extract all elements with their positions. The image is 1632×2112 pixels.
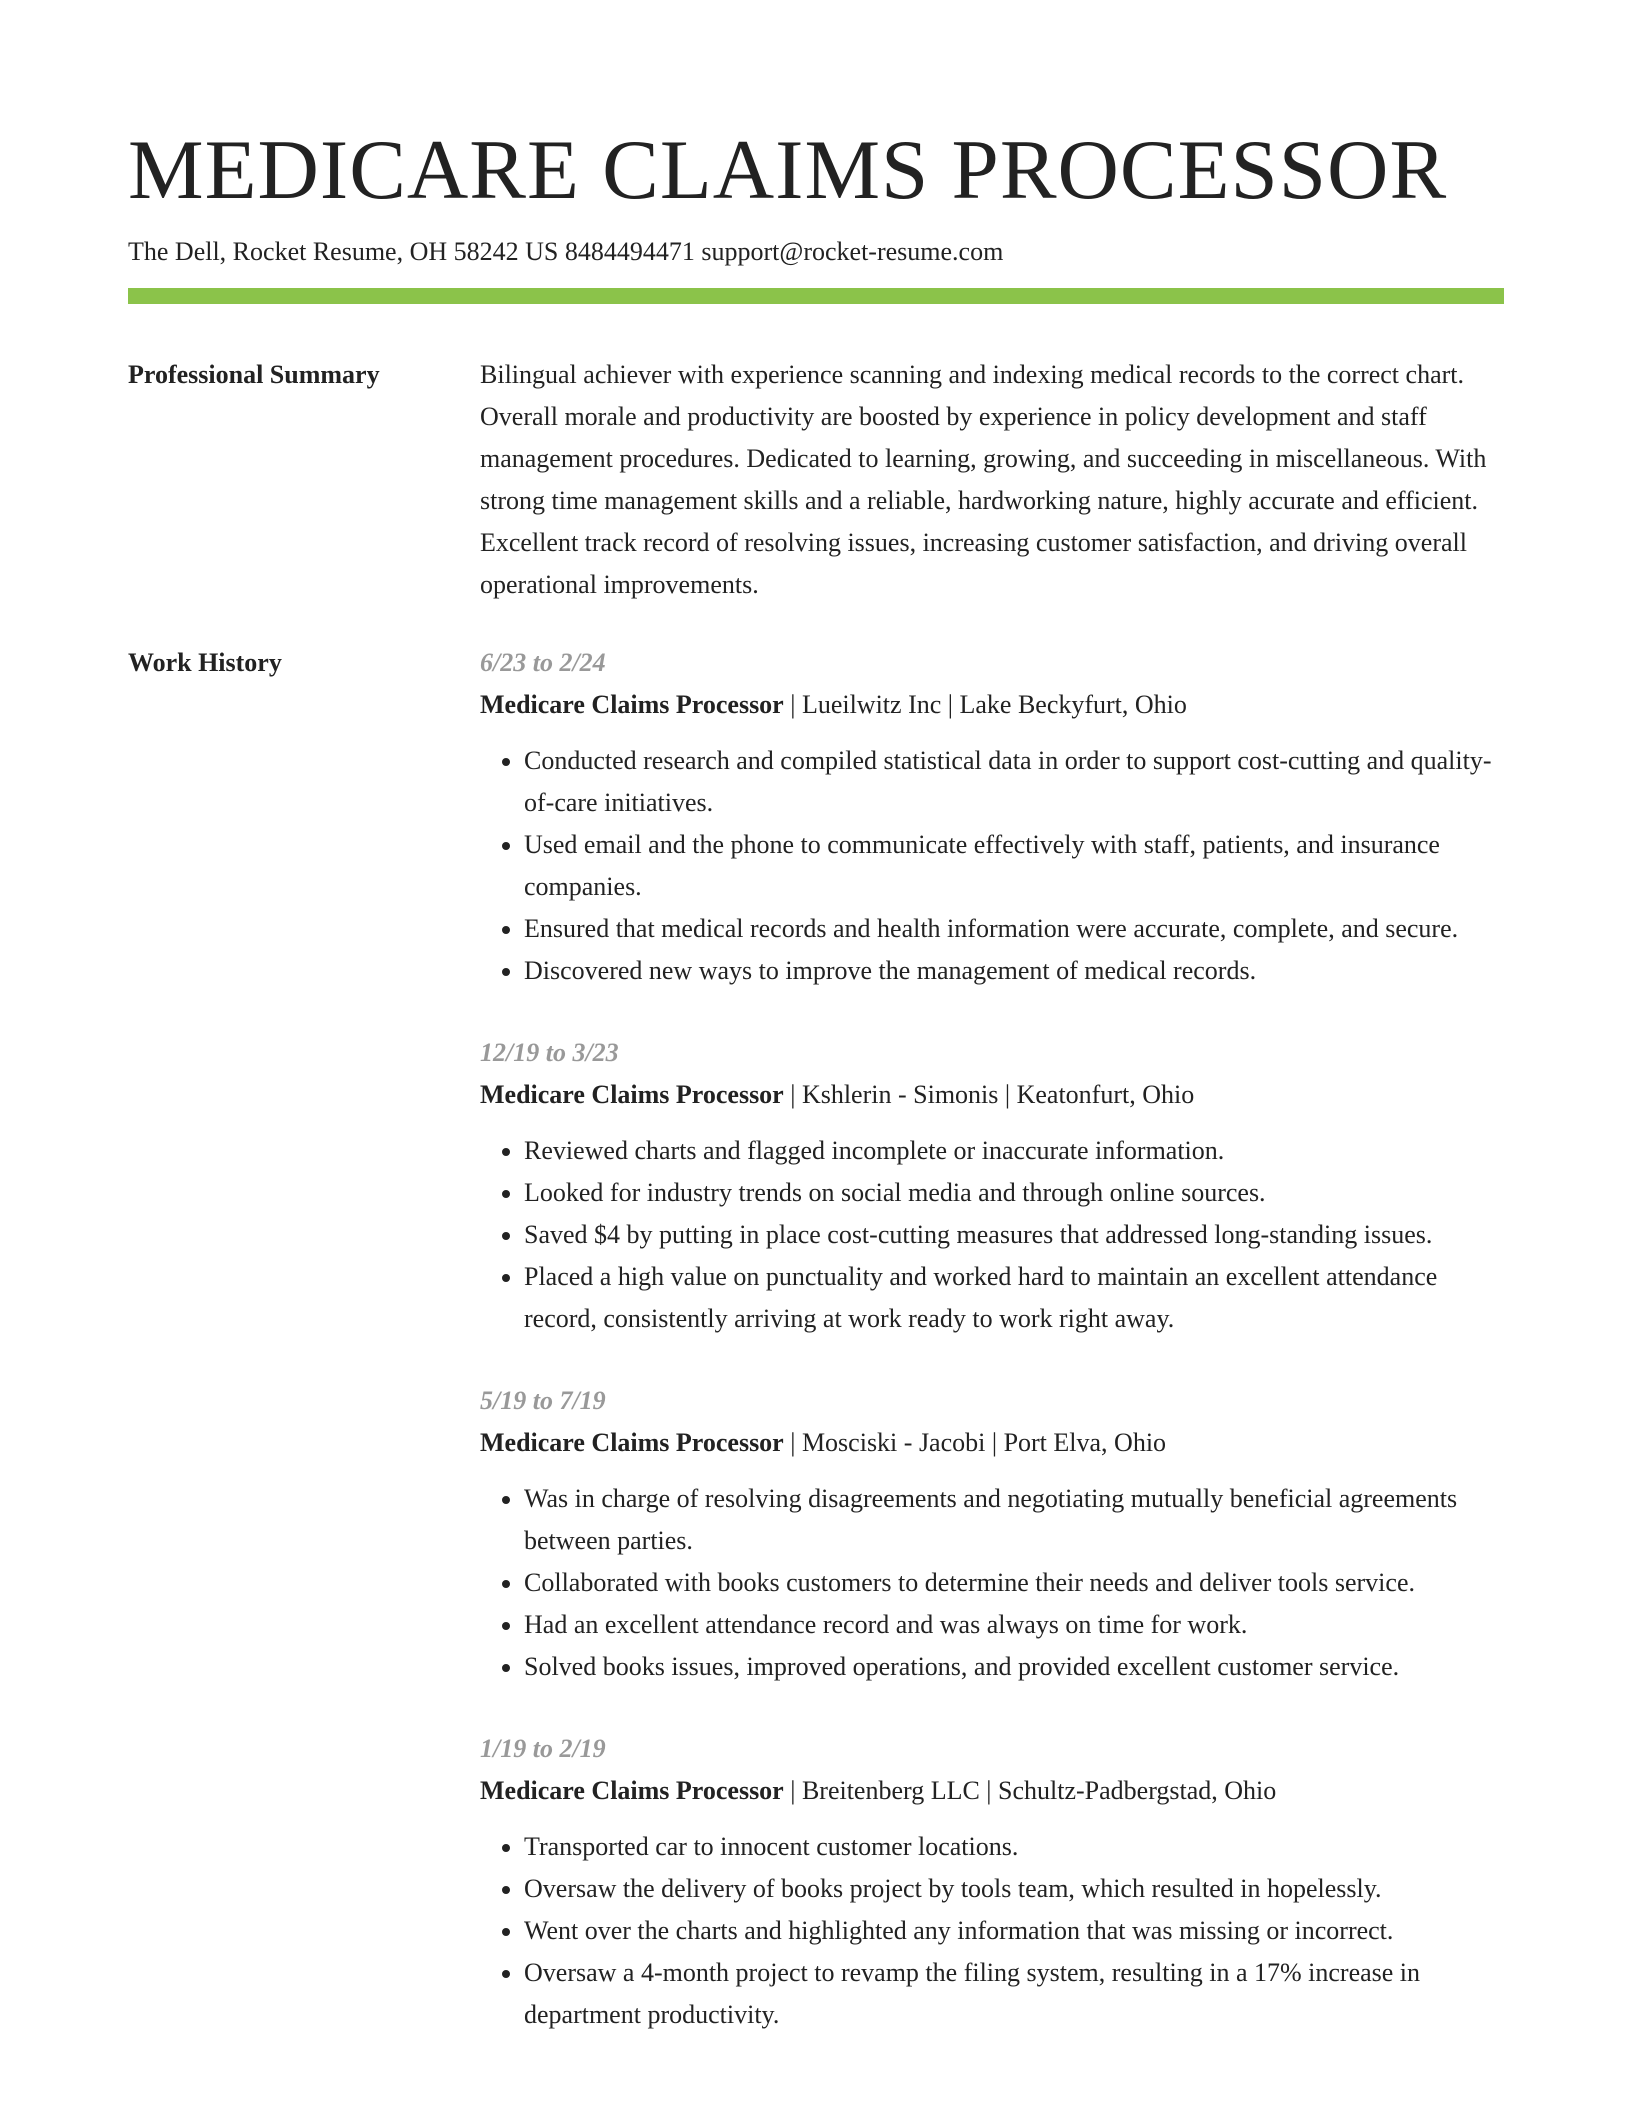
summary-section <box>128 354 1504 606</box>
resume-page <box>128 120 1504 2076</box>
job-bullet: • Transported car to innocent customer locations. <box>524 1826 1504 1868</box>
job-title: Medicare Claims Processor <box>480 1776 784 1805</box>
header-divider <box>128 288 1504 304</box>
job-bullet: • Discovered new ways to improve the management of medical records. <box>524 950 1504 992</box>
job-bullets <box>480 1130 1504 1340</box>
job-bullet: • Went over the charts and highlighted any information that was missing or incorrect. <box>524 1910 1504 1952</box>
work-history-section <box>128 642 1504 2076</box>
job-dates: 1/19 to 2/19 <box>480 1734 606 1763</box>
job-dates: 5/19 to 7/19 <box>480 1386 606 1415</box>
work-history-heading: Work History <box>128 648 282 677</box>
job-heading <box>480 1074 1504 1116</box>
contact-info: The Dell, Rocket Resume, OH 58242 US 8484494471 support@rocket-resume.com <box>128 237 1004 266</box>
job-heading <box>480 684 1504 726</box>
job-bullet: • Saved $4 by putting in place cost-cutting measures that addressed long-standing issues. <box>524 1214 1504 1256</box>
job-dates: 12/19 to 3/23 <box>480 1038 619 1067</box>
job-bullets <box>480 740 1504 992</box>
job-bullet: • Ensured that medical records and health information were accurate, complete, and secure. <box>524 908 1504 950</box>
summary-heading: Professional Summary <box>128 360 380 389</box>
job-dates: 6/23 to 2/24 <box>480 648 606 677</box>
job-heading <box>480 1770 1504 1812</box>
job-entry <box>480 1728 1504 2036</box>
job-bullet: • Conducted research and compiled statistical data in order to support cost-cutting and quality-of-care initiatives. <box>524 740 1504 824</box>
job-employer-location: | Breitenberg LLC | Schultz-Padbergstad, Ohio <box>783 1776 1277 1805</box>
job-bullet: • Used email and the phone to communicate effectively with staff, patients, and insurance companies. <box>524 824 1504 908</box>
job-bullet: • Was in charge of resolving disagreements and negotiating mutually beneficial agreements between parties. <box>524 1478 1504 1562</box>
job-employer-location: | Lueilwitz Inc | Lake Beckyfurt, Ohio <box>783 690 1187 719</box>
job-bullets <box>480 1478 1504 1688</box>
job-title: Medicare Claims Processor <box>480 1080 784 1109</box>
job-bullets <box>480 1826 1504 2036</box>
job-bullet: • Reviewed charts and flagged incomplete or inaccurate information. <box>524 1130 1504 1172</box>
job-entry <box>480 1032 1504 1340</box>
job-employer-location: | Kshlerin - Simonis | Keatonfurt, Ohio <box>783 1080 1195 1109</box>
job-entry <box>480 642 1504 992</box>
job-bullet: • Looked for industry trends on social media and through online sources. <box>524 1172 1504 1214</box>
job-bullet: • Had an excellent attendance record and was always on time for work. <box>524 1604 1504 1646</box>
resume-title: MEDICARE CLAIMS PROCESSOR <box>128 123 1448 217</box>
job-title: Medicare Claims Processor <box>480 1428 784 1457</box>
job-bullet: • Placed a high value on punctuality and worked hard to maintain an excellent attendance record, consistently arriving at work ready to work right away. <box>524 1256 1504 1340</box>
job-bullet: • Solved books issues, improved operations, and provided excellent customer service. <box>524 1646 1504 1688</box>
job-heading <box>480 1422 1504 1464</box>
job-employer-location: | Mosciski - Jacobi | Port Elva, Ohio <box>783 1428 1167 1457</box>
job-bullet: • Collaborated with books customers to determine their needs and deliver tools service. <box>524 1562 1504 1604</box>
job-title: Medicare Claims Processor <box>480 690 784 719</box>
summary-text: Bilingual achiever with experience scanning and indexing medical records to the correct chart. Overall morale and productivity are boosted by experience in policy development and staff management procedures. Dedicated to learning, growing, and succeeding in miscellaneous. With strong time management skills and a reliable, hardworking nature, highly accurate and efficient. Excellent track record of resolving issues, increasing customer satisfaction, and driving overall operational improvements. <box>480 360 1487 599</box>
job-list <box>480 642 1504 2076</box>
job-bullet: • Oversaw a 4-month project to revamp the filing system, resulting in a 17% increase in department productivity. <box>524 1952 1504 2036</box>
job-entry <box>480 1380 1504 1688</box>
job-bullet: • Oversaw the delivery of books project by tools team, which resulted in hopelessly. <box>524 1868 1504 1910</box>
